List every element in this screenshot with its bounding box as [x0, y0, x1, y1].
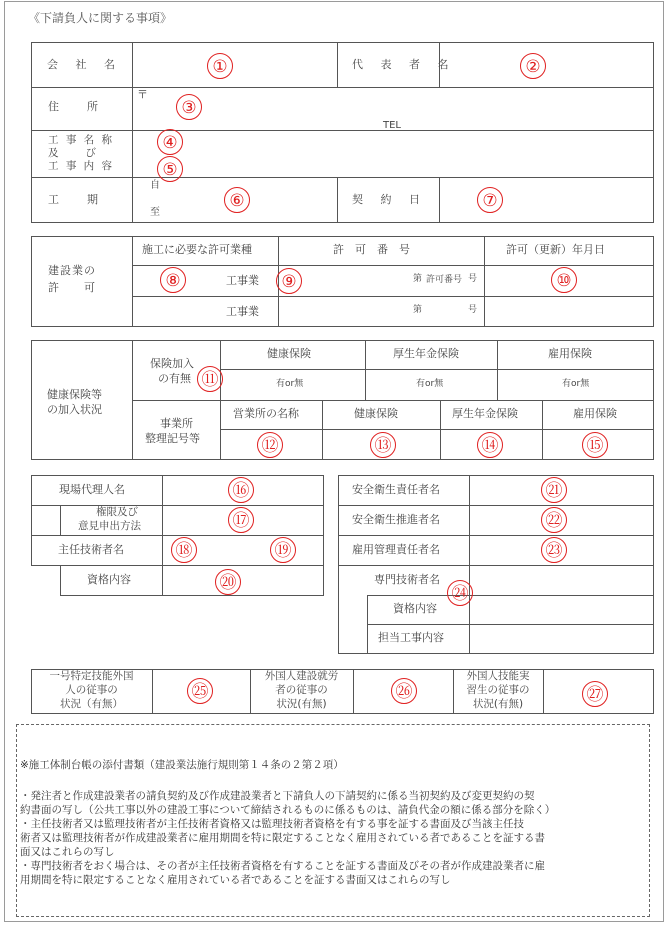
- marker-18: ⑱: [171, 537, 197, 563]
- marker-1: ①: [207, 53, 233, 79]
- license-dai-1: 第: [413, 274, 423, 284]
- health-header-2: 健康保険: [354, 407, 398, 420]
- note-line-5: 面又はこれらの写し: [20, 846, 115, 858]
- insurance-label-2: の加入状況: [47, 403, 102, 416]
- foreign-1-line-2: 人の従事の: [65, 684, 118, 696]
- marker-19: ⑲: [270, 537, 296, 563]
- marker-16: ⑯: [228, 477, 254, 503]
- marker-22: ㉒: [541, 507, 567, 533]
- marker-13: ⑬: [370, 432, 396, 458]
- employment-header-2: 雇用保険: [573, 407, 617, 420]
- marker-15: ⑮: [582, 432, 608, 458]
- foreign-1-line-1: 一号特定技能外国: [49, 670, 134, 682]
- foreign-3-line-1: 外国人技能実: [466, 670, 530, 682]
- license-gou-2: 号: [468, 305, 478, 315]
- marker-9: ⑨: [276, 268, 302, 294]
- license-label-1: 建設業の: [48, 264, 96, 277]
- work-name-label-1: 工 事 名 称: [48, 134, 115, 146]
- marker-17: ⑰: [228, 507, 254, 533]
- pension-header-2: 厚生年金保険: [452, 407, 518, 420]
- work-suffix-2: 工事業: [226, 305, 259, 318]
- office-label-2: 整理記号等: [145, 432, 200, 445]
- note-line-7: 用期間を特に限定することなく雇用されている者であることを証する書面又はこれらの写し: [20, 874, 451, 886]
- marker-7: ⑦: [477, 187, 503, 213]
- yes-no-employment: 有or無: [562, 379, 590, 389]
- office-label-1: 事業所: [160, 417, 193, 430]
- marker-8: ⑧: [160, 267, 186, 293]
- foreign-3-line-2: 習生の従事の: [466, 684, 530, 696]
- note-line-2: 約書面の写し（公共工事以外の建設工事について締結されるものに係るものは、請負代金の額に係る部分を除く）: [20, 804, 556, 816]
- period-from: 自: [150, 180, 160, 191]
- authority-label-1: 権限及び: [96, 506, 138, 518]
- employment-header: 雇用保険: [548, 347, 592, 360]
- address-label: 住 所: [48, 100, 100, 113]
- marker-4: ④: [157, 129, 183, 155]
- license-type-header: 施工に必要な許可業種: [142, 243, 252, 256]
- specialist-label: 専門技術者名: [374, 573, 440, 586]
- license-no-small: 許可番号: [426, 275, 463, 285]
- note-line-1: ・発注者と作成建設業者の請負契約及び作成建設業者と下請負人の下請契約に係る当初契約及び変更契約の契: [20, 790, 535, 802]
- foreign-2-line-2: 者の従事の: [275, 684, 328, 696]
- marker-11: ⑪: [197, 366, 223, 392]
- representative-label: 代 表 者 名: [352, 58, 456, 71]
- foreign-1-line-3: 状況（有無）: [60, 698, 123, 710]
- assigned-work-label: 担当工事内容: [378, 631, 444, 644]
- note-line-3: ・主任技術者又は監理技術者が主任技術者資格又は監理技術者資格を有する事を証する書面及び当該主任技: [20, 818, 524, 830]
- marker-14: ⑭: [477, 432, 503, 458]
- notes-heading: ※施工体制台帳の添付書類（建設業法施行規則第１４条の２第２項）: [20, 759, 344, 771]
- license-gou-1: 号: [468, 274, 478, 284]
- section-title: 《下請負人に関する事項》: [28, 11, 173, 25]
- pension-header: 厚生年金保険: [393, 347, 459, 360]
- insurance-label-1: 健康保険等: [47, 388, 102, 401]
- health-header: 健康保険: [267, 347, 311, 360]
- period-to: 至: [150, 207, 160, 218]
- work-name-label-3: 工 事 内 容: [48, 160, 115, 172]
- marker-24: ㉔: [447, 580, 473, 606]
- postal-mark: 〒: [137, 88, 148, 101]
- contract-date-label: 契 約 日: [352, 193, 427, 206]
- marker-23: ㉓: [541, 537, 567, 563]
- marker-21: ㉑: [541, 477, 567, 503]
- chief-engineer-label: 主任技術者名: [58, 543, 124, 556]
- sp-qualification-label: 資格内容: [393, 602, 437, 615]
- work-suffix-1: 工事業: [226, 274, 259, 287]
- tel-label: TEL: [383, 120, 401, 131]
- marker-20: ⑳: [215, 569, 241, 595]
- license-date-header: 許可（更新）年月日: [506, 243, 605, 256]
- safety-manager-label: 安全衛生責任者名: [352, 483, 440, 496]
- license-label-2: 許 可: [48, 281, 96, 294]
- foreign-3-line-3: 状況(有無): [472, 698, 524, 710]
- enroll-label-2: の有無: [158, 372, 191, 385]
- foreign-2-line-3: 状況(有無): [276, 698, 327, 710]
- marker-2: ②: [520, 53, 546, 79]
- company-name-label: 会 社 名: [47, 58, 122, 71]
- work-name-label-2: 及 び: [48, 147, 98, 159]
- marker-25: ㉕: [187, 678, 213, 704]
- office-name-header: 営業所の名称: [233, 407, 299, 420]
- marker-3: ③: [176, 94, 202, 120]
- license-number-header: 許 可 番 号: [333, 243, 410, 256]
- marker-5: ⑤: [157, 156, 183, 182]
- yes-no-health: 有or無: [276, 379, 304, 389]
- license-dai-2: 第: [413, 305, 423, 315]
- marker-27: ㉗: [582, 681, 608, 707]
- marker-26: ㉖: [391, 678, 417, 704]
- employment-manager-label: 雇用管理責任者名: [352, 543, 440, 556]
- yes-no-pension: 有or無: [416, 379, 444, 389]
- note-line-6: ・専門技術者をおく場合は、その者が主任技術者資格を有することを証する書面及びその者が作成建設業者に雇: [20, 860, 545, 872]
- marker-10: ⑩: [551, 267, 577, 293]
- marker-12: ⑫: [257, 432, 283, 458]
- enroll-label-1: 保険加入: [150, 357, 194, 370]
- foreign-2-line-1: 外国人建設就労: [264, 670, 339, 682]
- qualification-label: 資格内容: [87, 573, 131, 586]
- marker-6: ⑥: [224, 187, 250, 213]
- authority-label-2: 意見申出方法: [78, 520, 141, 532]
- site-agent-label: 現場代理人名: [59, 483, 125, 496]
- period-label: 工 期: [48, 193, 100, 206]
- safety-promoter-label: 安全衛生推進者名: [352, 513, 440, 526]
- note-line-4: 術者又は監理技術者が作成建設業者に雇用期間を特に限定することなく雇用されている者であることを証する書: [20, 832, 545, 844]
